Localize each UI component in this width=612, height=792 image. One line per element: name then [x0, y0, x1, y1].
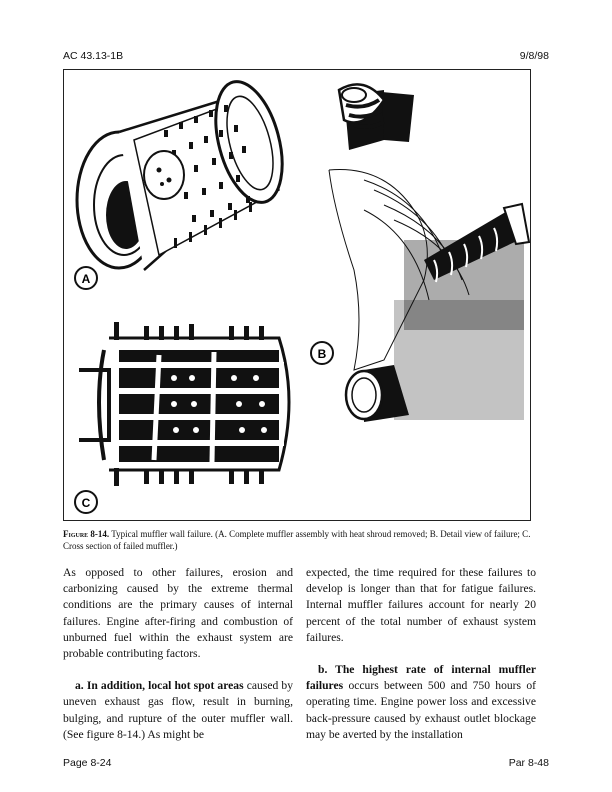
failure-detail-drawing [311, 84, 529, 422]
muffler-illustration [64, 70, 532, 522]
left-column [63, 565, 293, 743]
page-number: Page 8-24 [63, 757, 112, 769]
label-b: B [317, 347, 327, 361]
paragraph-b [306, 662, 536, 743]
figure-caption-text: Typical muffler wall failure. (A. Complete muffler assembly with heat shroud removed; B. Detail view of failure; C. Cross section of failed muffler.) [63, 529, 531, 551]
muffler-assembly-drawing [75, 74, 294, 289]
paragraph-b-heading: b. The highest rate of internal muffler failures [306, 663, 536, 693]
paragraph-intro: As opposed to other failures, erosion and carbonizing caused by the extreme thermal conditions are the primary causes of internal failures. Engine after-firing and combustion of unburned fuel within the exhaust system are probable contributing factors. [63, 566, 293, 661]
muffler-cross-section-drawing [75, 322, 289, 513]
paragraph-a-text: caused by uneven exhaust gas flow, result in burning, bulging, and rupture of the outer muffler wall. (See figure 8-14.) As might be [63, 679, 294, 741]
label-a: A [81, 272, 91, 286]
paragraph-reference: Par 8-48 [508, 757, 549, 769]
paragraph-b-text: occurs between 500 and 750 hours of operating time. Engine power loss and excessive back-pressure caused by exhaust outlet blockage may be averted by the installation [306, 679, 536, 741]
figure-caption-label: Figure 8-14. [63, 529, 110, 539]
label-c: C [81, 496, 91, 510]
paragraph-continued: expected, the time required for these failures to develop is longer than that for fatigue failures. Internal muffler failures account for nearly 20 percent of the total number of exhaust system failures. [306, 566, 536, 644]
document-date: 9/8/98 [519, 50, 549, 62]
document-id: AC 43.13-1B [63, 50, 124, 62]
figure-caption [63, 528, 543, 552]
right-column [306, 565, 536, 743]
figure-8-14 [63, 69, 531, 521]
paragraph-a [63, 678, 293, 743]
paragraph-a-heading: a. In addition, local hot spot areas [75, 679, 244, 693]
